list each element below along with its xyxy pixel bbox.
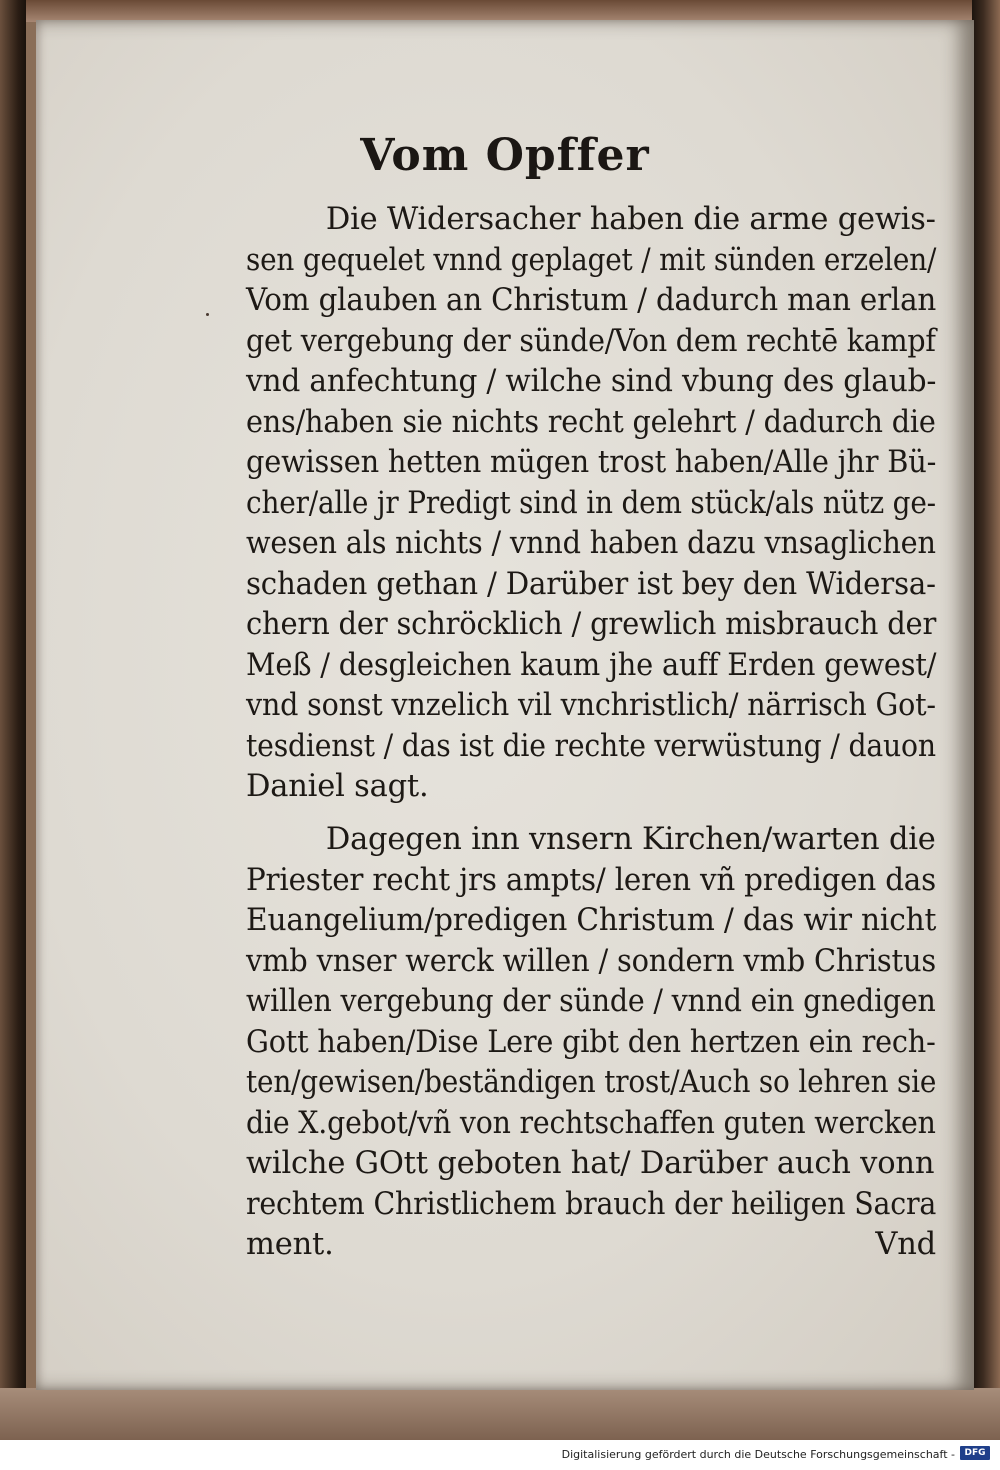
final-line-text: ment. (246, 1227, 334, 1262)
book-page (36, 20, 974, 1390)
text-line: die X.gebot/vñ von rechtschaffen guten wercken (246, 1105, 936, 1141)
paragraph-1 (246, 200, 936, 808)
paragraph-2 (246, 820, 936, 1266)
dfg-logo: DFG (960, 1446, 990, 1460)
text-line: willen vergebung der sünde / vnnd ein gnedigen (246, 984, 936, 1019)
text-line: Meß / desgleichen kaum jhe auff Erden gewest/ (246, 647, 937, 683)
text-line: ten/gewisen/beständigen trost/Auch so lehren sie (246, 1065, 937, 1100)
text-line: get vergebung der sünde/Von dem rechtē kampf (246, 323, 936, 359)
scan-right-edge (972, 0, 1000, 1440)
scan-top-edge (0, 0, 1000, 22)
scan-bottom-edge (0, 1388, 1000, 1440)
text-line: wilche GOtt geboten hat/ Darüber auch vonn (246, 1146, 935, 1181)
digitization-credit: Digitalisierung gefördert durch die Deutsche Forschungsgemeinschaft - (561, 1448, 955, 1461)
text-line: vnd sonst vnzelich vil vnchristlich/ närrisch Got- (246, 688, 936, 723)
text-line: Dagegen inn vnsern Kirchen/warten die (325, 822, 936, 857)
text-line: rechtem Christlichem brauch der heiligen Sacra (246, 1186, 937, 1222)
catchword: Vnd (875, 1227, 936, 1262)
final-line-row (246, 1225, 936, 1266)
text-line: tesdienst / das ist die rechte verwüstung / dauon (246, 728, 936, 764)
text-line: gewissen hetten mügen trost haben/Alle jhr Bü- (246, 445, 937, 480)
text-line: chern der schröcklich / grewlich misbrauch der (246, 607, 937, 642)
text-line: Priester recht jrs ampts/ leren vñ predigen das (246, 862, 936, 898)
text-line: Gott haben/Dise Lere gibt den hertzen ein rech- (246, 1024, 936, 1060)
text-line: sen gequelet vnnd geplaget / mit sünden erzelen/ (246, 242, 937, 278)
text-line: wesen als nichts / vnnd haben dazu vnsaglichen (246, 526, 936, 561)
text-line: Vom glauben an Christum / dadurch man erlan (246, 283, 937, 318)
text-line: Die Widersacher haben die arme gewis- (325, 202, 936, 237)
text-line: schaden gethan / Darüber ist bey den Widersa- (246, 566, 936, 602)
ink-speck (206, 313, 209, 316)
text-line: Euangelium/predigen Christum / das wir nicht (246, 903, 937, 938)
page-heading: Vom Opffer (360, 130, 650, 181)
text-line: cher/alle jr Predigt sind in dem stück/als nütz ge- (246, 485, 936, 521)
scan-left-edge (0, 0, 26, 1440)
text-line: Daniel sagt. (246, 769, 429, 804)
text-line: vmb vnser werck willen / sondern vmb Christus (246, 943, 936, 979)
text-line: ens/haben sie nichts recht gelehrt / dadurch die (246, 404, 936, 440)
text-line: vnd anfechtung / wilche sind vbung des glaub- (246, 364, 937, 399)
